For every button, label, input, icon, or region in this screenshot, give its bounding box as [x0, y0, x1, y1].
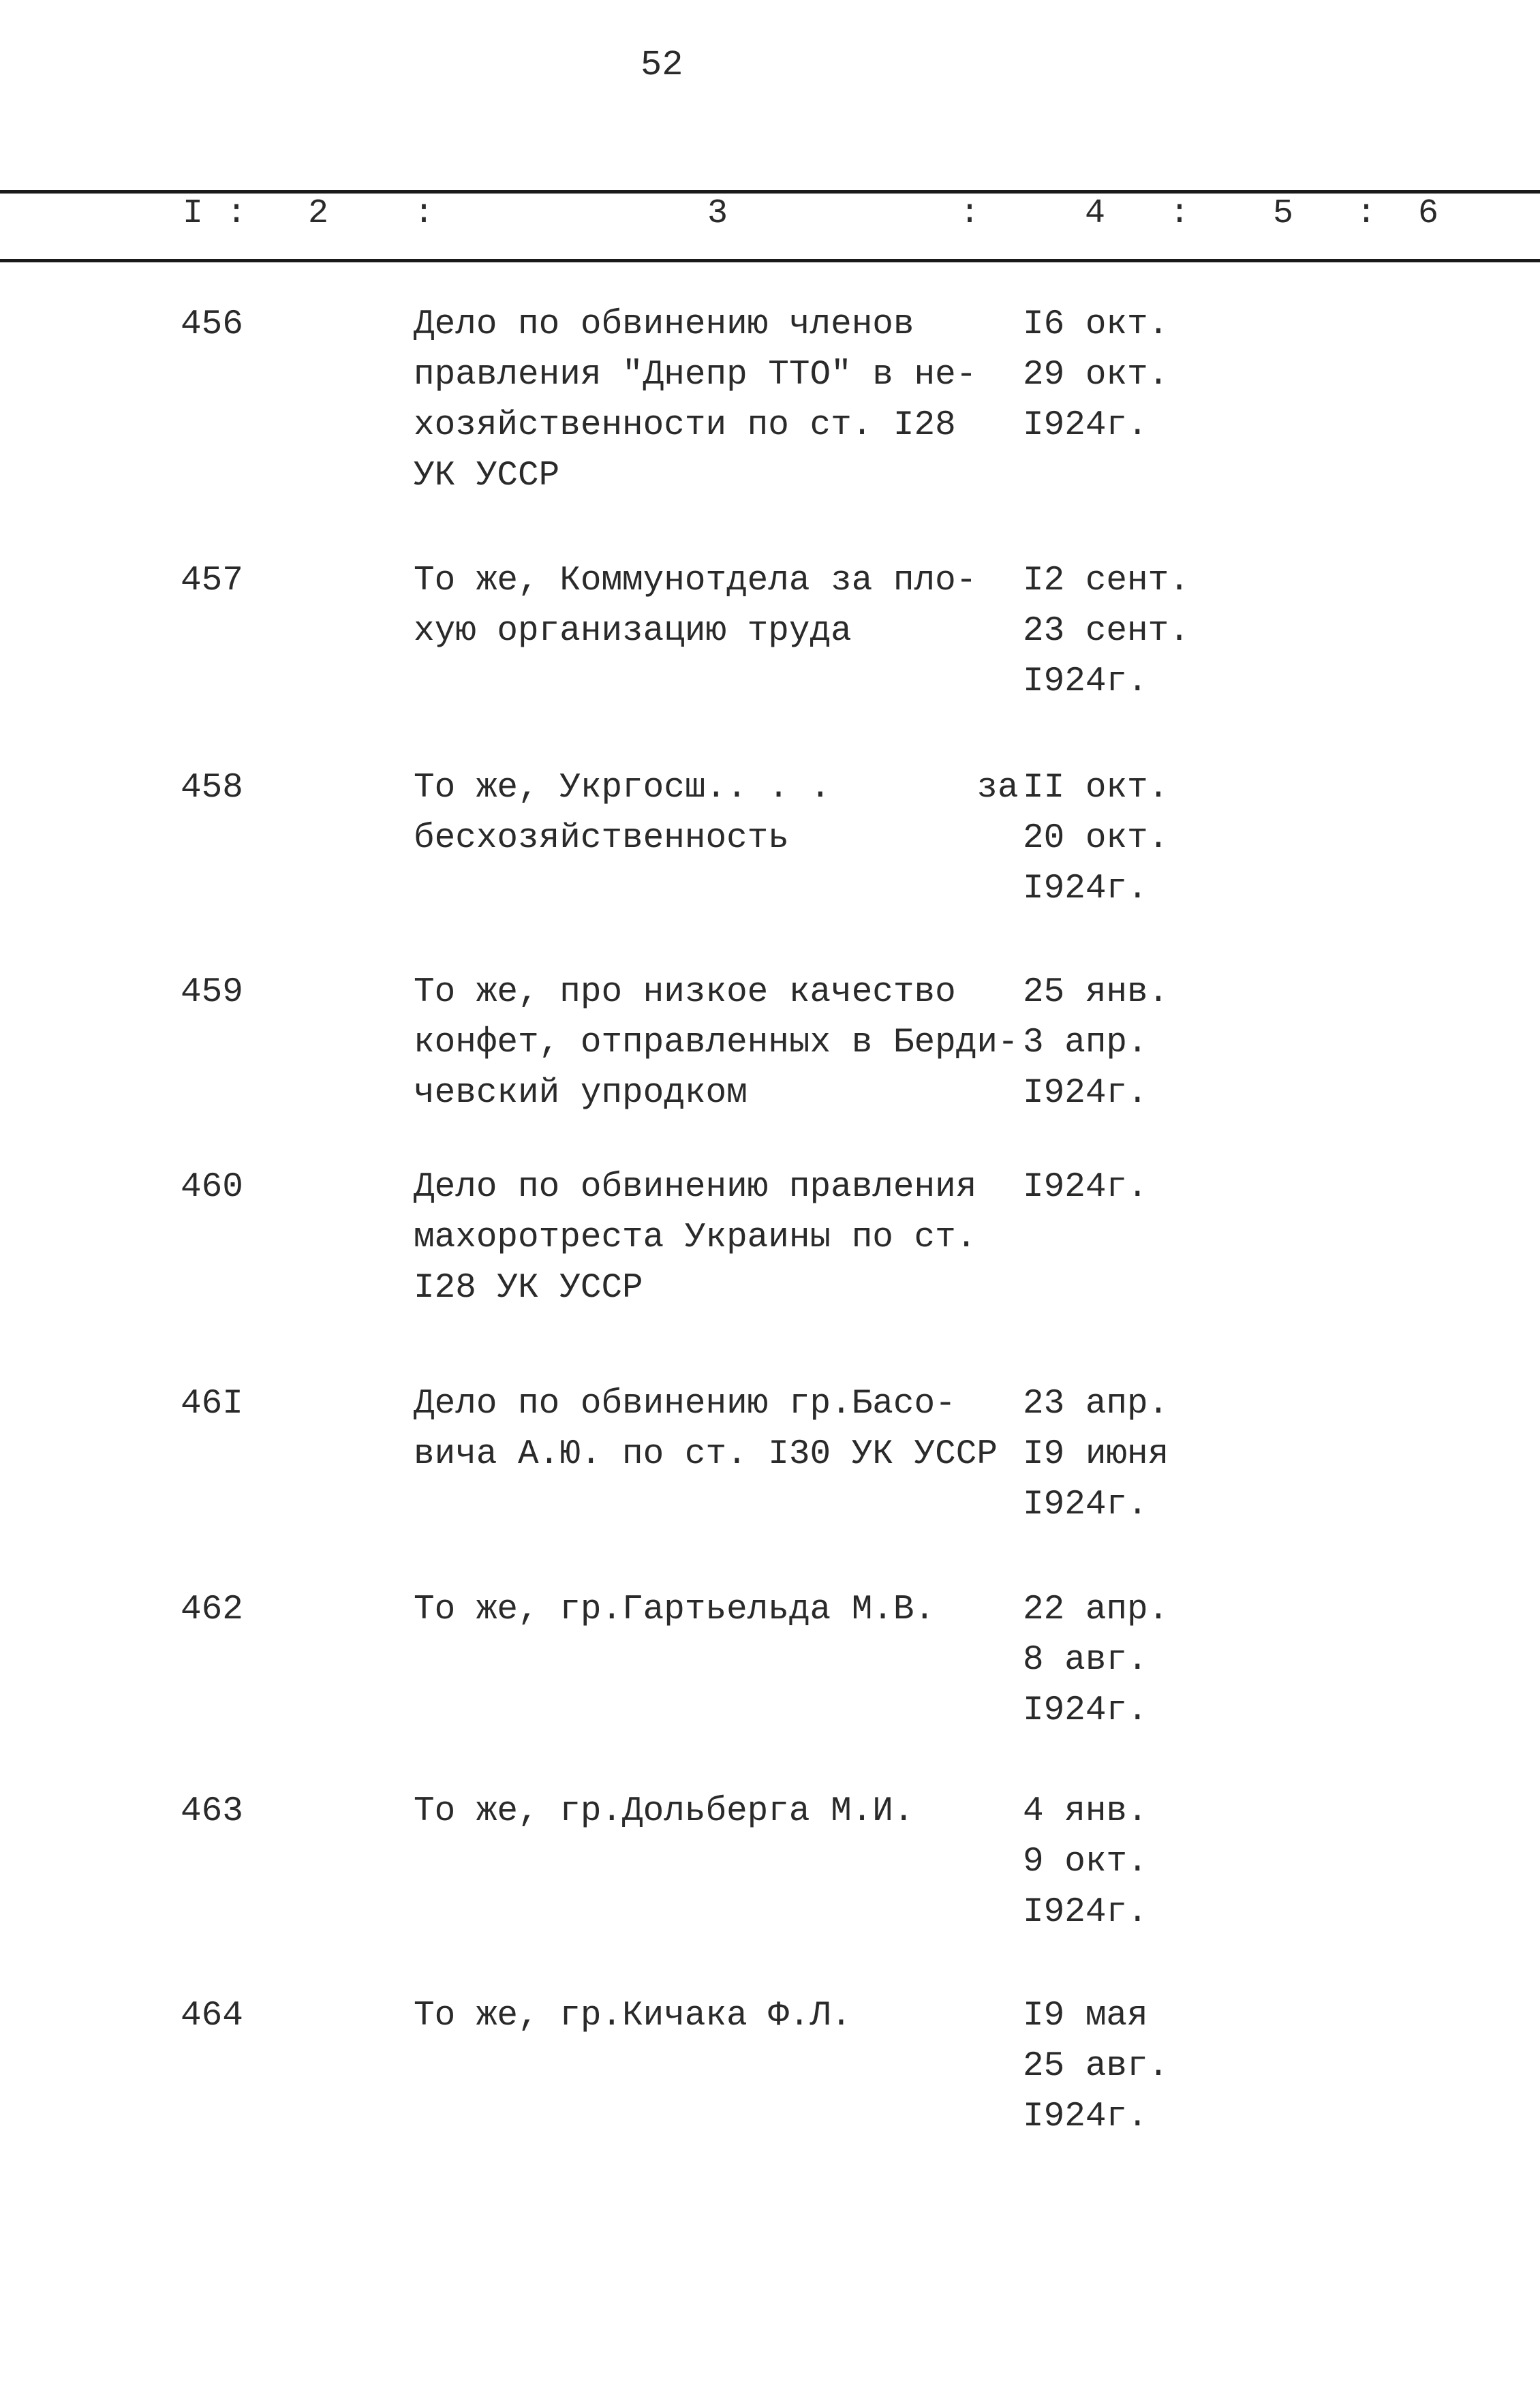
table-top-rule [0, 190, 1540, 194]
case-date-line: I924г. [1023, 662, 1148, 701]
case-title-line: чевский упродком [414, 1074, 748, 1113]
case-number: 456 [181, 305, 243, 344]
case-title-line: Дело по обвинению гр.Басо- [414, 1385, 956, 1424]
case-date-line: 25 янв. [1023, 973, 1169, 1012]
case-number: 463 [181, 1792, 243, 1831]
case-date-line: 25 авг. [1023, 2047, 1169, 2086]
case-dates [1023, 556, 1190, 707]
case-title [414, 1163, 976, 1314]
case-number: 462 [181, 1590, 243, 1629]
table-header-bottom-rule [0, 259, 1540, 262]
case-dates [1023, 300, 1169, 451]
case-title-line: Дело по обвинению правления [414, 1168, 977, 1207]
case-dates [1023, 1379, 1169, 1530]
case-dates [1023, 1585, 1169, 1736]
case-title-line: То же, про низкое качество [414, 973, 956, 1012]
case-date-line: I924г. [1023, 406, 1148, 445]
column-header-4: 4 [1085, 194, 1106, 233]
column-separator: : [414, 194, 435, 233]
case-title [414, 1585, 935, 1635]
case-date-line: II окт. [1023, 769, 1169, 807]
case-date-line: I924г. [1023, 1893, 1148, 1932]
case-title-line: бесхозяйственность [414, 819, 789, 858]
column-header-6: 6 [1418, 194, 1439, 233]
case-date-line: 22 апр. [1023, 1590, 1169, 1629]
case-date-line: 23 сент. [1023, 612, 1190, 651]
case-date-line: 8 авг. [1023, 1641, 1148, 1680]
case-title [414, 1379, 998, 1480]
case-date-line: 23 апр. [1023, 1385, 1169, 1424]
case-title-line: хую организацию труда [414, 612, 852, 651]
case-title [414, 968, 1019, 1119]
case-date-line: 3 апр. [1023, 1024, 1148, 1062]
case-title-line: хозяйственности по ст. I28 [414, 406, 956, 445]
case-title-line: конфет, отправленных в Берди- [414, 1024, 1019, 1062]
case-dates [1023, 968, 1169, 1119]
case-title [414, 1787, 914, 1837]
case-title-line: правления "Днепр ТТО" в не- [414, 356, 977, 395]
case-date-line: I9 июня [1023, 1435, 1169, 1474]
column-separator: : [959, 194, 981, 233]
case-title-line: То же, гр.Гартьельда М.В. [414, 1590, 936, 1629]
case-title [414, 556, 976, 657]
case-number: 457 [181, 561, 243, 600]
case-title-line: То же, гр.Дольберга М.И. [414, 1792, 914, 1831]
case-date-line: 4 янв. [1023, 1792, 1148, 1831]
case-title-line: I28 УК УССР [414, 1269, 643, 1308]
case-date-line: 29 окт. [1023, 356, 1169, 395]
column-header-2: 2 [308, 194, 329, 233]
column-separator: : [226, 194, 247, 233]
case-date-line: I924г. [1023, 870, 1148, 908]
case-dates [1023, 1991, 1169, 2142]
case-date-line: I924г. [1023, 1691, 1148, 1730]
case-date-line: I924г. [1023, 1168, 1148, 1207]
case-title [414, 300, 976, 502]
case-dates [1023, 1163, 1148, 1213]
case-title-line: УК УССР [414, 457, 560, 495]
case-date-line: I9 мая [1023, 1997, 1148, 2035]
case-title-line: То же, гр.Кичака Ф.Л. [414, 1997, 852, 2035]
case-title [414, 763, 1019, 864]
case-date-line: 20 окт. [1023, 819, 1169, 858]
column-separator: : [1169, 194, 1190, 233]
case-title-line: Дело по обвинению членов [414, 305, 914, 344]
case-date-line: 9 окт. [1023, 1843, 1148, 1881]
case-number: 46I [181, 1385, 243, 1424]
column-header-5: 5 [1273, 194, 1294, 233]
case-number: 458 [181, 769, 243, 807]
case-number: 459 [181, 973, 243, 1012]
case-dates [1023, 763, 1169, 914]
case-dates [1023, 1787, 1148, 1938]
case-title-line: То же, Коммунотдела за пло- [414, 561, 977, 600]
column-separator: : [1356, 194, 1377, 233]
column-header-3: 3 [707, 194, 728, 233]
case-title [414, 1991, 852, 2042]
case-title-line: вича А.Ю. по ст. I30 УК УССР [414, 1435, 998, 1474]
case-number: 464 [181, 1997, 243, 2035]
case-title-line: махоротреста Украины по ст. [414, 1218, 977, 1257]
case-date-line: I924г. [1023, 1486, 1148, 1524]
page-number: 52 [641, 45, 683, 85]
case-date-line: I6 окт. [1023, 305, 1169, 344]
case-title-line: То же, Укргосш.. . . за [414, 769, 1019, 807]
column-header-1: I [183, 194, 204, 233]
case-date-line: I924г. [1023, 1074, 1148, 1113]
case-date-line: I924г. [1023, 2097, 1148, 2136]
case-date-line: I2 сент. [1023, 561, 1190, 600]
case-number: 460 [181, 1168, 243, 1207]
